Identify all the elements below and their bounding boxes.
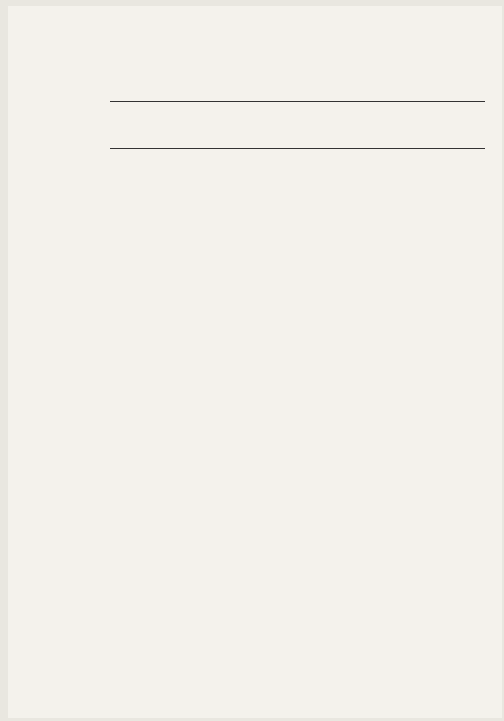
handwritten-note	[16, 148, 17, 154]
document-page	[8, 6, 502, 718]
handwritten-note	[18, 192, 19, 198]
column-headers	[110, 101, 485, 149]
